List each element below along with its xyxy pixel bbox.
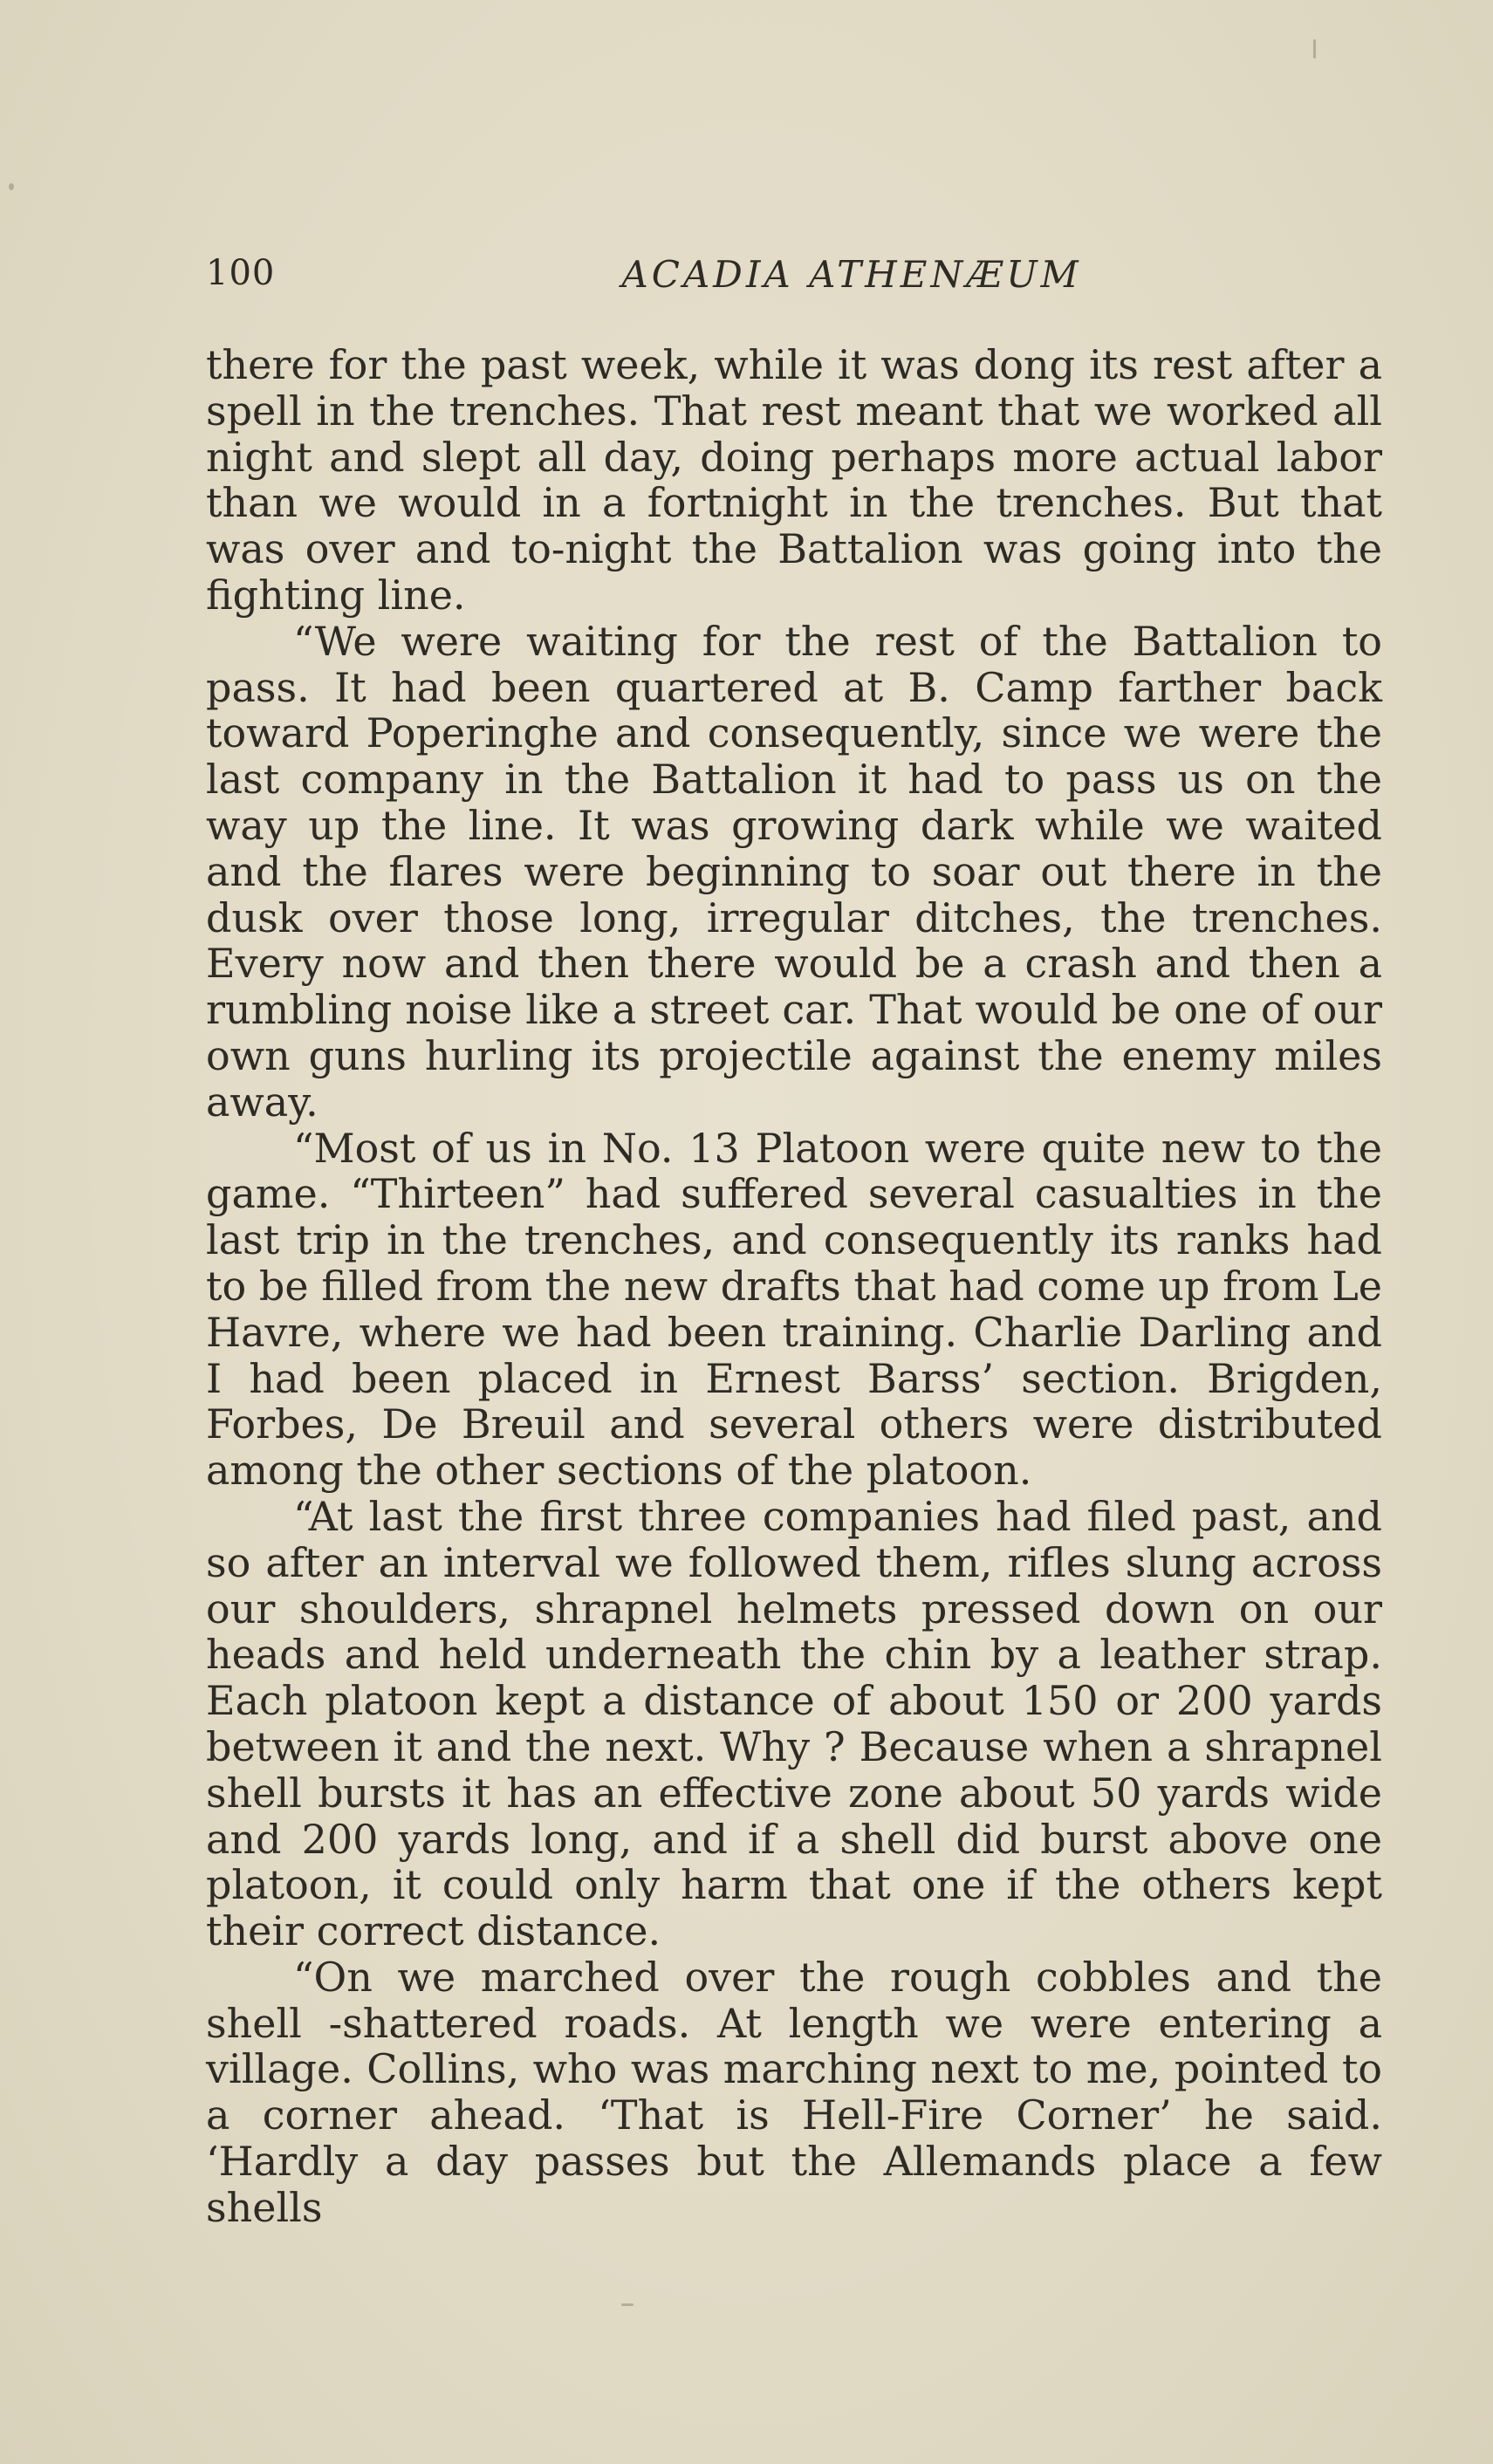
paragraph: “At last the first three companies had filed past, and so after an interval we followed them, rifles slung across our shoulders, shrapnel helmets pressed down on our heads and held underneath the chin by a leather strap. Each platoon kept a distance of about 150 or 200 yards between it and the next. Why ? Because when a shrapnel shell bursts it has an effective zone about 50 yards wide and 200 yards long, and if a shell did burst above one platoon, it could only harm that one if the others kept their correct distance.	[206, 1492, 1382, 1955]
paragraph: “We were waiting for the rest of the Battalion to pass. It had been quartered at B. Camp farther back toward Poperinghe and consequently, since we were the last company in the Battalion it had to pass us on the way up the line. It was growing dark while we waited and the flares were beginning to soar out there in the dusk over those long, irregular ditches, the trenches. Every now and then there would be a crash and then a rumbling noise like a street car. That would be one of our own guns hurling its projectile against the enemy miles away.	[206, 617, 1382, 1126]
paragraph: “Most of us in No. 13 Platoon were quite new to the game. “Thirteen” had suffered several casualties in the last trip in the trenches, and consequently its ranks had to be filled from the new drafts that had come up from Le Havre, where we had been training. Charlie Darling and I had been placed in Ernest Barss’ section. Brigden, Forbes, De Breuil and several others were distributed among the other sections of the platoon.	[206, 1124, 1382, 1495]
paragraph: there for the past week, while it was dong its rest after a spell in the trenches. That rest meant that we worked all night and slept all day, doing perhaps more actual labor than we would in a fortnight in the trenches. But that was over and to-night the Battalion was going into the fighting line.	[206, 341, 1382, 619]
paragraph: “On we marched over the rough cobbles and the shell -shattered roads. At length we were entering a village. Collins, who was marching next to me, pointed to a corner ahead. ‘That is Hell-Fire Corner’ he said. ‘Hardly a day passes but the Allemands place a few shells	[206, 1953, 1382, 2231]
paper-speck	[621, 2303, 633, 2306]
paper-speck	[9, 183, 14, 190]
page-number: 100	[206, 253, 276, 293]
article-body	[206, 342, 1382, 2231]
running-title: ACADIA ATHENÆUM	[621, 253, 1082, 296]
paper-speck	[1313, 39, 1316, 58]
running-header	[206, 253, 1382, 305]
